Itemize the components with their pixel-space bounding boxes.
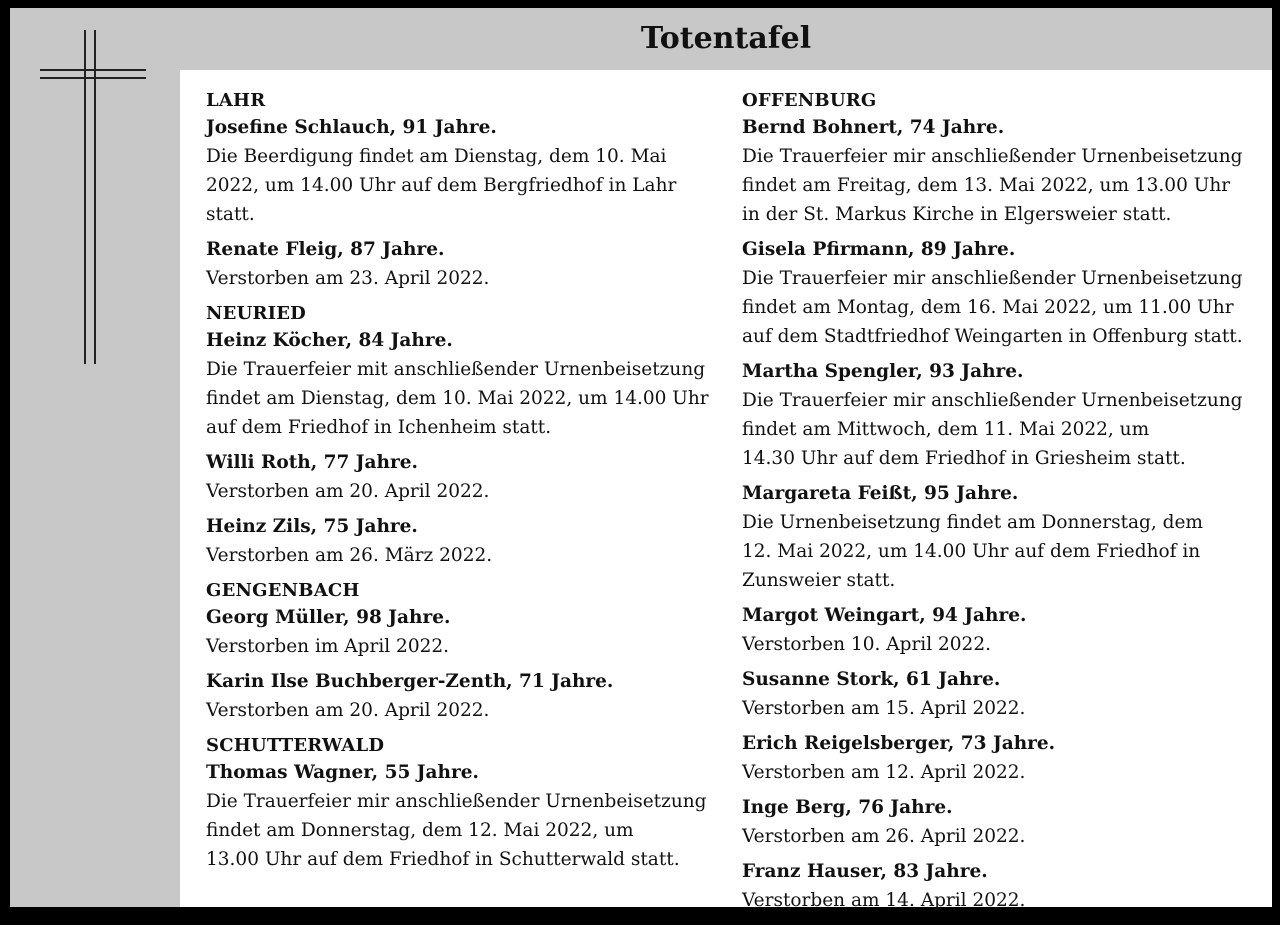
obituary-entry	[206, 603, 726, 661]
left-column	[206, 90, 726, 884]
deceased-name: Renate Fleig, 87 Jahre.	[206, 239, 445, 260]
obituary-text-line: Die Trauerfeier mir anschließender Urnenbeisetzung	[742, 146, 1243, 167]
deceased-name: Inge Berg, 76 Jahre.	[742, 797, 953, 818]
deceased-name: Margot Weingart, 94 Jahre.	[742, 605, 1027, 626]
obituary-text-line: 12. Mai 2022, um 14.00 Uhr auf dem Friedhof in	[742, 541, 1201, 562]
obituary-text-line: auf dem Stadtfriedhof Weingarten in Offenburg statt.	[742, 326, 1243, 347]
obituary-entry	[742, 357, 1262, 473]
obituary-entry	[742, 479, 1262, 595]
obituary-text-line: Verstorben am 26. März 2022.	[206, 545, 493, 566]
place-section	[206, 88, 726, 293]
deceased-name: Margareta Feißt, 95 Jahre.	[742, 483, 1019, 504]
obituary-entry	[206, 512, 726, 570]
deceased-name: Willi Roth, 77 Jahre.	[206, 452, 418, 473]
obituary-text-line: Die Trauerfeier mir anschließender Urnenbeisetzung	[742, 390, 1243, 411]
deceased-name: Georg Müller, 98 Jahre.	[206, 607, 451, 628]
obituary-entry	[742, 601, 1262, 659]
place-section	[206, 733, 726, 874]
obituary-entry	[206, 758, 726, 874]
obituary-text-line: Die Beerdigung findet am Dienstag, dem 10. Mai	[206, 146, 667, 167]
obituary-entry	[742, 113, 1262, 229]
obituary-text-line: auf dem Friedhof in Ichenheim statt.	[206, 417, 552, 438]
place-heading: NEURIED	[206, 303, 306, 324]
obituary-text-line: Verstorben 10. April 2022.	[742, 634, 991, 655]
obituary-text-line: findet am Mittwoch, dem 11. Mai 2022, um	[742, 419, 1150, 440]
obituary-text-line: findet am Dienstag, dem 10. Mai 2022, um 14.00 Uhr	[206, 388, 709, 409]
place-heading: LAHR	[206, 90, 266, 111]
place-heading: OFFENBURG	[742, 90, 877, 111]
deceased-name: Erich Reigelsberger, 73 Jahre.	[742, 733, 1056, 754]
obituary-entry	[206, 667, 726, 725]
place-section	[206, 578, 726, 725]
obituary-entry	[206, 235, 726, 293]
obituary-entry	[206, 326, 726, 442]
obituary-text-line: statt.	[206, 204, 255, 225]
obituary-text-line: in der St. Markus Kirche in Elgersweier statt.	[742, 204, 1172, 225]
obituary-text-line: Verstorben am 14. April 2022.	[742, 890, 1026, 911]
obituary-text-line: Verstorben am 23. April 2022.	[206, 268, 490, 289]
obituary-text-line: 14.30 Uhr auf dem Friedhof in Griesheim statt.	[742, 448, 1186, 469]
deceased-name: Susanne Stork, 61 Jahre.	[742, 669, 1001, 690]
obituary-text-line: Verstorben am 26. April 2022.	[742, 826, 1026, 847]
deceased-name: Franz Hauser, 83 Jahre.	[742, 861, 988, 882]
obituary-text-line: Verstorben am 20. April 2022.	[206, 700, 490, 721]
right-column	[742, 90, 1262, 925]
obituary-text-line: Verstorben am 12. April 2022.	[742, 762, 1026, 783]
obituary-panel	[180, 70, 1272, 911]
obituary-entry	[742, 857, 1262, 915]
deceased-name: Heinz Köcher, 84 Jahre.	[206, 330, 453, 351]
obituary-entry	[742, 729, 1262, 787]
place-heading: GENGENBACH	[206, 580, 360, 601]
deceased-name: Gisela Pfirmann, 89 Jahre.	[742, 239, 1016, 260]
page-title: Totentafel	[640, 21, 812, 56]
obituary-text-line: 2022, um 14.00 Uhr auf dem Bergfriedhof in Lahr	[206, 175, 677, 196]
obituary-text-line: findet am Donnerstag, dem 12. Mai 2022, um	[206, 820, 634, 841]
obituary-text-line: Verstorben am 15. April 2022.	[742, 698, 1026, 719]
obituary-text-line: Die Trauerfeier mit anschließender Urnenbeisetzung	[206, 359, 706, 380]
cross-icon	[40, 30, 150, 370]
place-section	[742, 88, 1262, 915]
obituary-text-line: Verstorben am 20. April 2022.	[206, 481, 490, 502]
obituary-text-line: findet am Montag, dem 16. Mai 2022, um 11.00 Uhr	[742, 297, 1234, 318]
deceased-name: Heinz Zils, 75 Jahre.	[206, 516, 418, 537]
deceased-name: Martha Spengler, 93 Jahre.	[742, 361, 1024, 382]
obituary-text-line: Verstorben im April 2022.	[206, 636, 450, 657]
obituary-entry	[206, 448, 726, 506]
obituary-text-line: findet am Freitag, dem 13. Mai 2022, um 13.00 Uhr	[742, 175, 1231, 196]
deceased-name: Bernd Bohnert, 74 Jahre.	[742, 117, 1005, 138]
obituary-entry	[206, 113, 726, 229]
place-section	[206, 301, 726, 570]
obituary-text-line: Die Urnenbeisetzung findet am Donnerstag, dem	[742, 512, 1203, 533]
deceased-name: Josefine Schlauch, 91 Jahre.	[206, 117, 497, 138]
obituary-entry	[742, 235, 1262, 351]
obituary-board	[10, 8, 1272, 911]
obituary-text-line: 13.00 Uhr auf dem Friedhof in Schutterwald statt.	[206, 849, 680, 870]
place-heading: SCHUTTERWALD	[206, 735, 385, 756]
obituary-entry	[742, 665, 1262, 723]
obituary-text-line: Die Trauerfeier mir anschließender Urnenbeisetzung	[206, 791, 707, 812]
obituary-entry	[742, 793, 1262, 851]
deceased-name: Thomas Wagner, 55 Jahre.	[206, 762, 479, 783]
obituary-text-line: Zunsweier statt.	[742, 570, 896, 591]
deceased-name: Karin Ilse Buchberger-Zenth, 71 Jahre.	[206, 671, 614, 692]
obituary-text-line: Die Trauerfeier mir anschließender Urnenbeisetzung	[742, 268, 1243, 289]
